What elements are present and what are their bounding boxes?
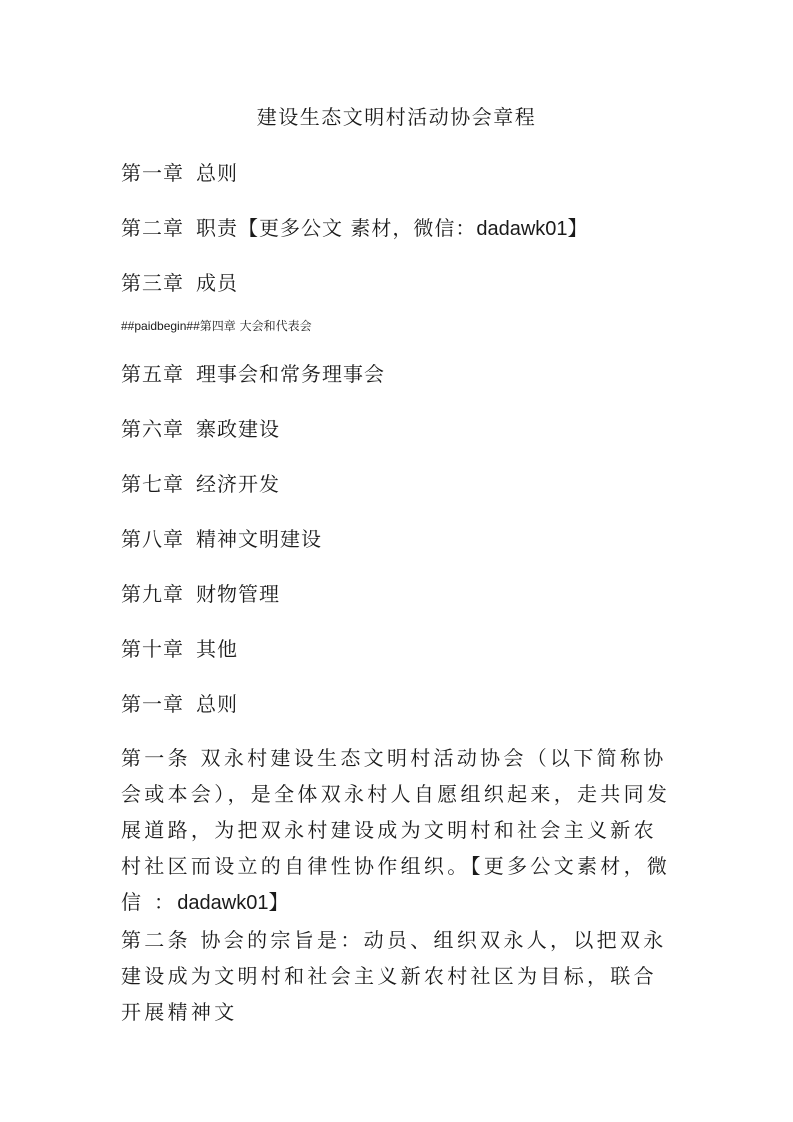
toc-line-6 <box>121 415 280 443</box>
document-title: 建设生态文明村活动协会章程 <box>256 105 537 129</box>
chapter-name: 成员 <box>196 271 238 295</box>
article-2 <box>121 922 677 1030</box>
chapter-name: 经济开发 <box>196 472 280 496</box>
chapter-4-text: 第四章 大会和代表会 <box>199 319 312 333</box>
chapter-number: 第八章 <box>121 527 184 551</box>
toc-line-1 <box>121 159 238 187</box>
chapter-number: 第九章 <box>121 582 184 606</box>
chapter-name-tail: 】 <box>567 216 589 240</box>
toc-line-8 <box>121 525 322 553</box>
wechat-id: dadawk01 <box>476 218 568 240</box>
article-1 <box>121 740 677 921</box>
chapter-number: 第一章 <box>121 161 184 185</box>
chapter-number: 第二章 <box>121 216 184 240</box>
paid-marker-line <box>121 318 312 334</box>
chapter-name: 总则 <box>196 692 238 716</box>
chapter-name: 其他 <box>196 637 238 661</box>
toc-line-10 <box>121 635 238 663</box>
toc-line-7 <box>121 470 280 498</box>
article-1-tail: 】 <box>268 890 292 914</box>
article-1-text: 第一条 双永村建设生态文明村活动协会（以下简称协会或本会），是全体双永村人自愿组织起来，走共同发展道路，为把双永村建设成为文明村和社会主义新农村社区而设立的自律性协作组织。【更多公文素材，微信 ： <box>121 746 671 914</box>
chapter-name: 精神文明建设 <box>196 527 322 551</box>
chapter-name: 财物管理 <box>196 582 280 606</box>
chapter-name: 寨政建设 <box>196 417 280 441</box>
toc-line-2 <box>121 214 589 243</box>
chapter-number: 第十章 <box>121 637 184 661</box>
chapter-number: 第五章 <box>121 362 184 386</box>
chapter-name: 职责【更多公文 素材，微信： <box>196 216 477 240</box>
chapter-number: 第三章 <box>121 271 184 295</box>
paid-marker: ##paidbegin## <box>121 319 200 333</box>
chapter-name: 总则 <box>196 161 238 185</box>
chapter-heading <box>121 690 238 718</box>
article-2-text: 第二条 协会的宗旨是：动员、组织双永人，以把双永建设成为文明村和社会主义新农村社区为目标，联合开展精神文 <box>121 928 667 1024</box>
toc-line-5 <box>121 360 385 388</box>
toc-line-9 <box>121 580 280 608</box>
chapter-number: 第七章 <box>121 472 184 496</box>
wechat-id: dadawk01 <box>177 892 269 914</box>
chapter-number: 第六章 <box>121 417 184 441</box>
toc-line-3 <box>121 269 238 297</box>
chapter-number: 第一章 <box>121 692 184 716</box>
chapter-name: 理事会和常务理事会 <box>196 362 385 386</box>
